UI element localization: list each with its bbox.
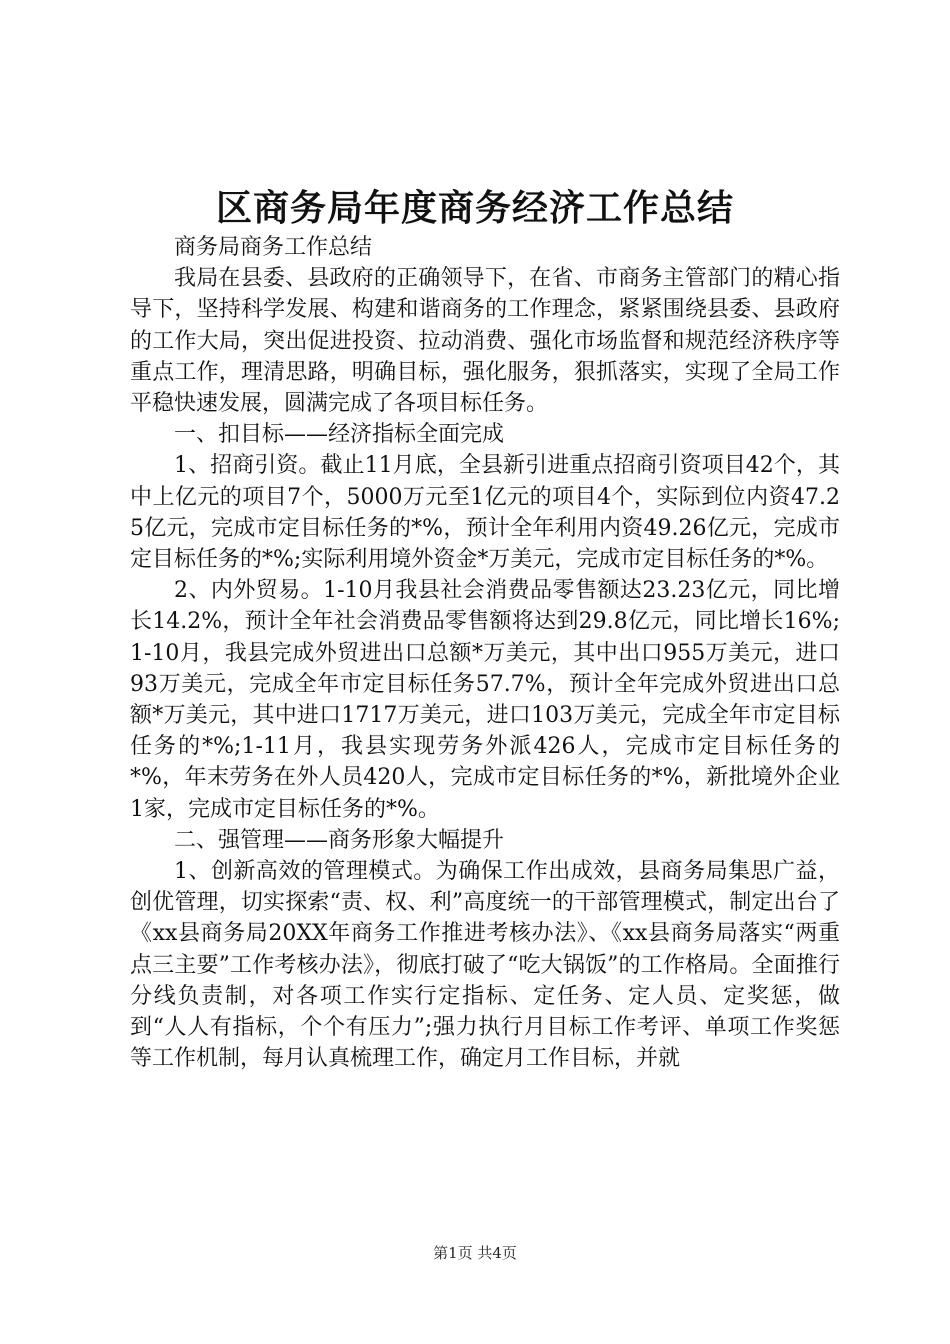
paragraph-trade: 2、内外贸易。1-10月我县社会消费品零售额达23.23亿元，同比增长14.2%，预计全年社会消费品零售额将达到29.8亿元，同比增长16%;1-10月，我县完成外贸进出口总额*万美元，其中出口955万美元，进口93万美元，完成全年市定目标任务57.7%，预计全年完成外贸进出口总额*万美元，其中进口1717万美元，进口103万美元，完成全年市定目标任务的*%;1-11月，我县实现劳务外派426人，完成市定目标任务的*%，年末劳务在外人员420人，完成市定目标任务的*%，新批境外企业1家，完成市定目标任务的*%。 [130,578,840,822]
paragraph-intro: 我局在县委、县政府的正确领导下，在省、市商务主管部门的精心指导下，坚持科学发展、构建和谐商务的工作理念，紧紧围绕县委、县政府的工作大局，突出促进投资、拉动消费、强化市场监督和规范经济秩序等重点工作，理清思路，明确目标，强化服务，狠抓落实，实现了全局工作平稳快速发展，圆满完成了各项目标任务。 [130,266,840,417]
paragraph-management: 1、创新高效的管理模式。为确保工作出成效，县商务局集思广益，创优管理，切实探索“责、权、利”高度统一的干部管理模式，制定出台了《xx县商务局20XX年商务工作推进考核办法》、《xx县商务局落实“两重点三主要”工作考核办法》，彻底打破了“吃大锅饭”的工作格局。全面推行分线负责制，对各项工作实行定指标、定任务、定人员、定奖惩，做到“人人有指标，个个有压力”;强力执行月目标工作考评、单项工作奖惩等工作机制，每月认真梳理工作，确定月工作目标，并就 [130,859,840,1072]
document-body [130,232,840,1074]
section-heading-2: 二、强管理——商务形象大幅提升 [174,827,505,853]
document-title: 区商务局年度商务经济工作总结 [215,187,734,229]
paragraph-investment: 1、招商引资。截止11月底，全县新引进重点招商引资项目42个，其中上亿元的项目7个，5000万元至1亿元的项目4个，实际到位内资47.25亿元，完成市定目标任务的*%，预计全年利用内资49.26亿元，完成市定目标任务的*%;实际利用境外资金*万美元，完成市定目标任务的*%。 [130,453,840,573]
page-footer: 第1页 共4页 [433,1244,517,1262]
paragraph-subtitle: 商务局商务工作总结 [174,235,373,260]
section-heading-1: 一、扣目标——经济指标全面完成 [174,422,505,448]
